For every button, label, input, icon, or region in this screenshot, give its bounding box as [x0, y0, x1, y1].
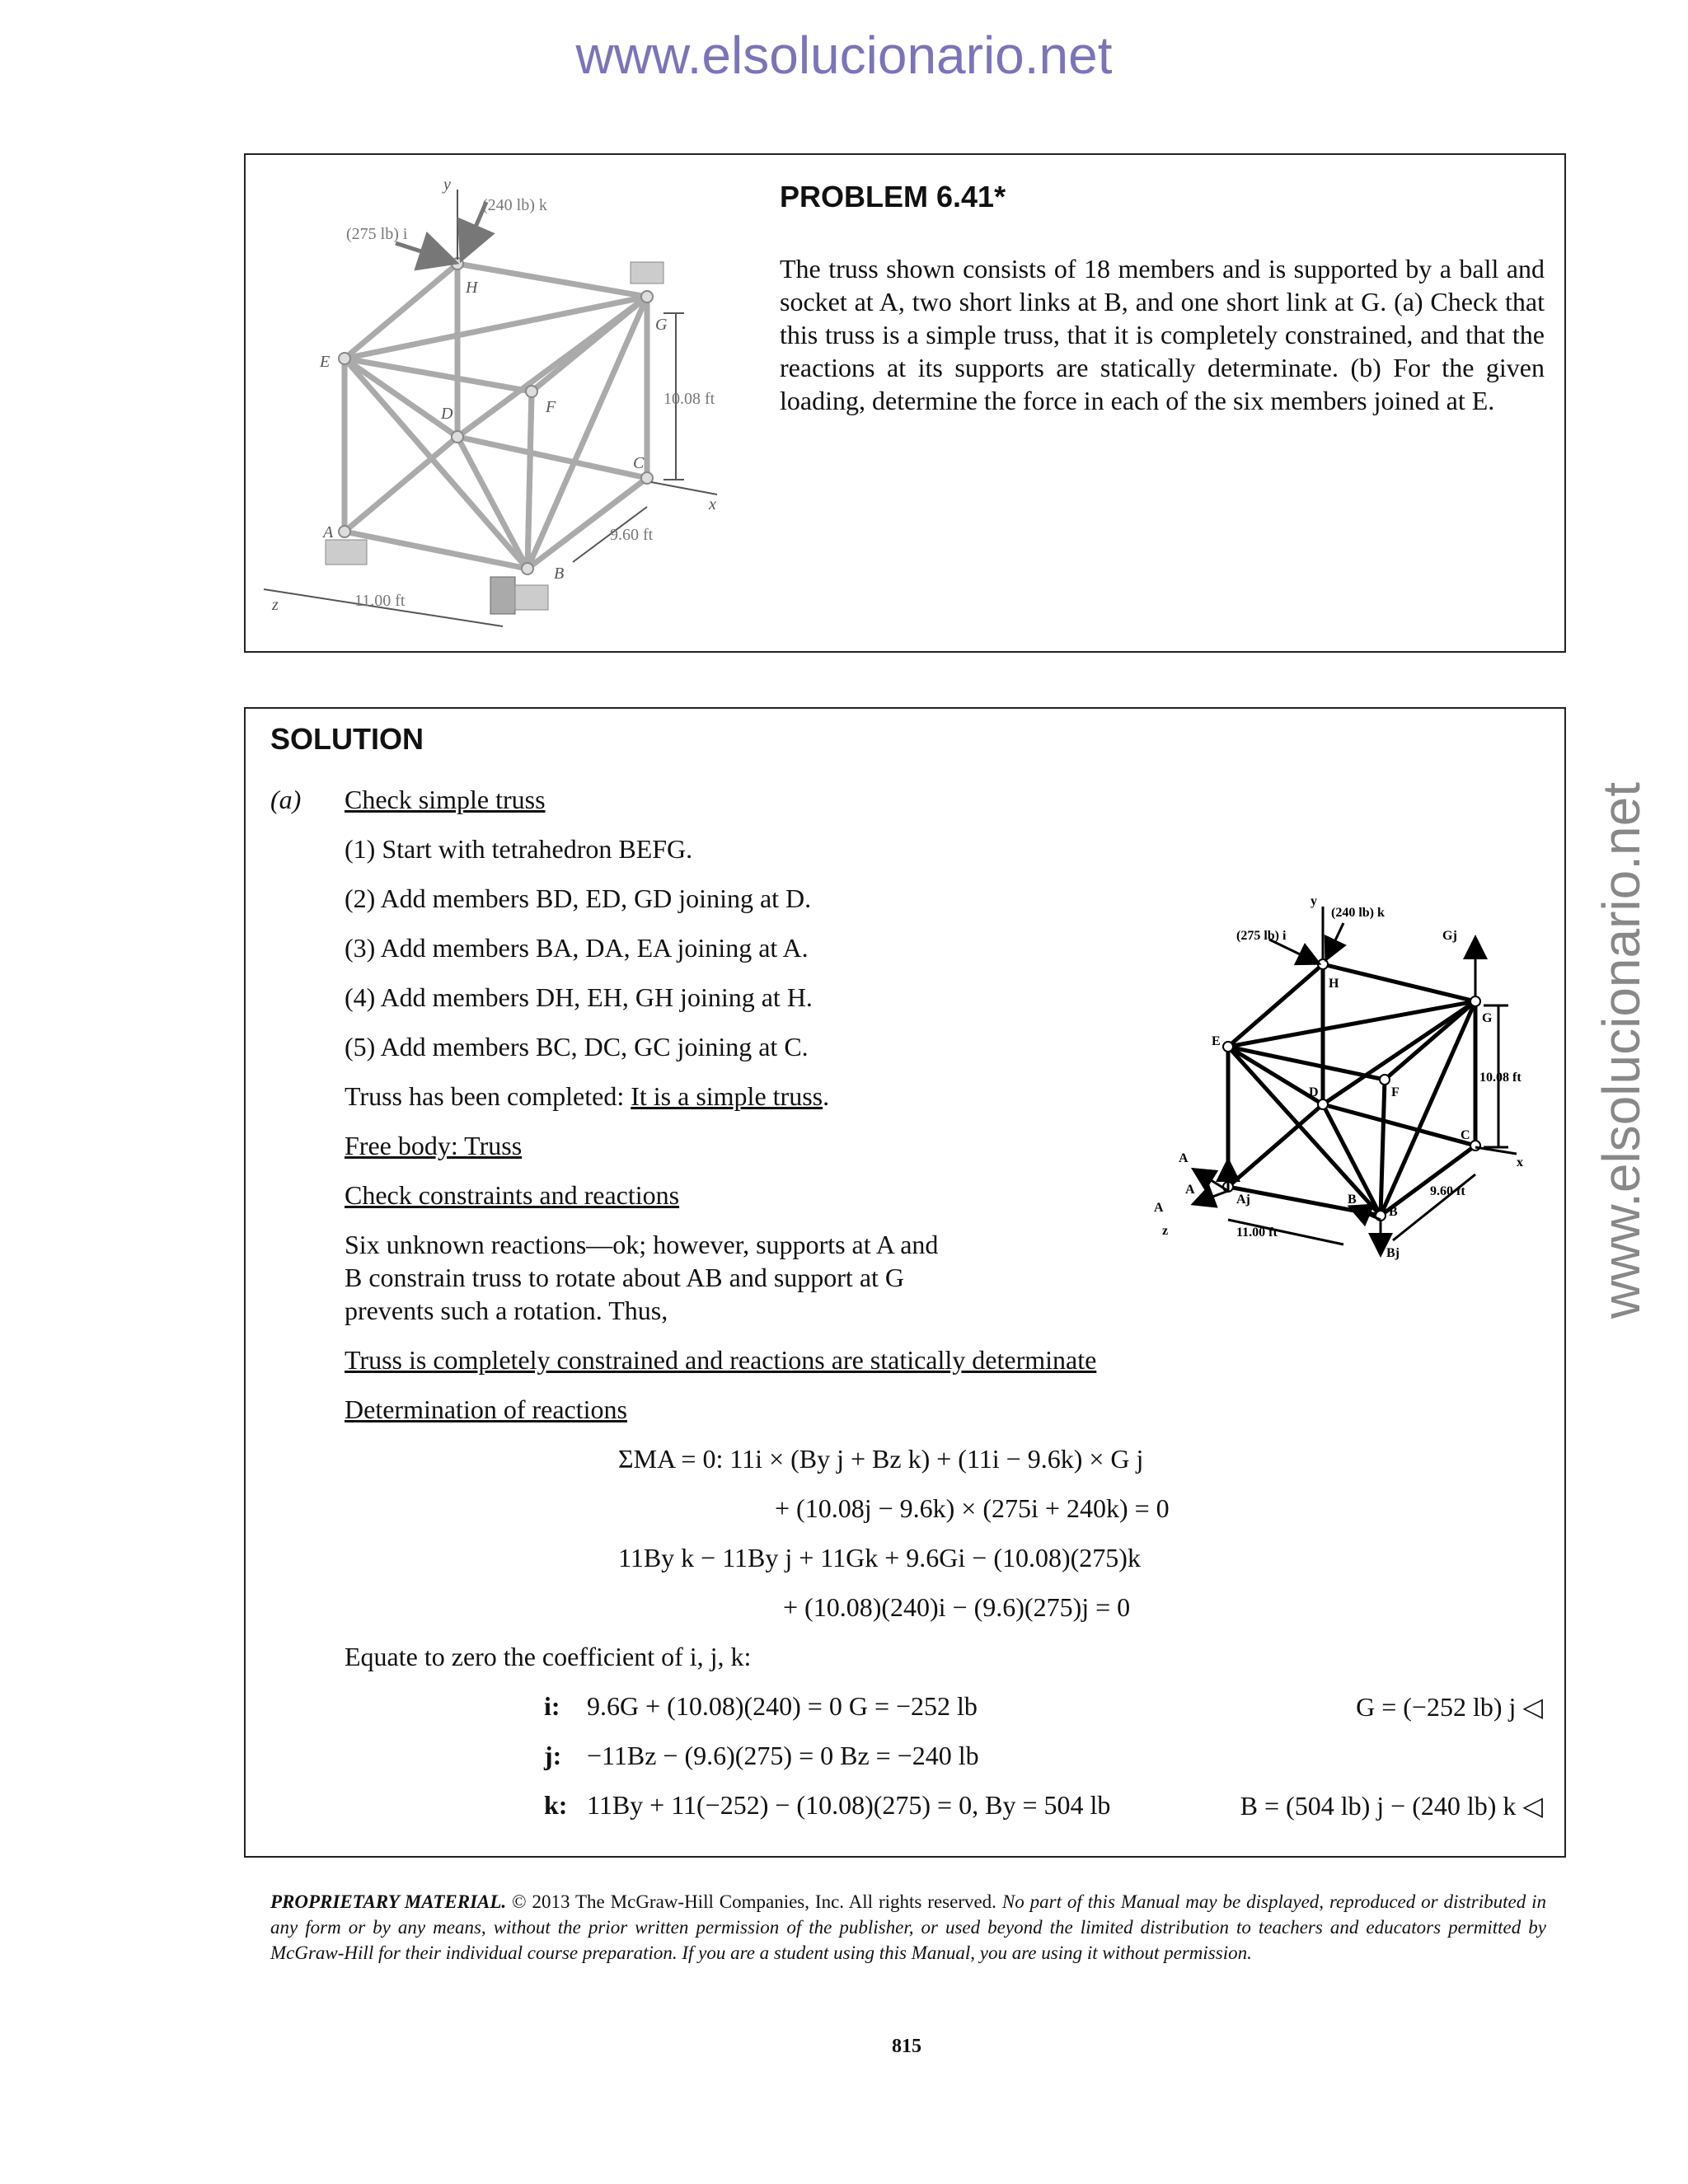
problem-statement: The truss shown consists of 18 members and is supported by a ball and socket at A, two short links at B, and one short link at G. (a) Check that this truss is a simple truss, that it is completely constrained, and that the reactions at its supports are statically determinate. (b) For the given loading, determine the force in each of the six members joined at E. [780, 254, 1545, 415]
watermark-side-text: www.elsolucionario.net [1592, 782, 1651, 1319]
result-j-equation: −11Bz − (9.6)(275) = 0 Bz = −240 lb [587, 1741, 979, 1770]
step-5: (5) Add members BC, DC, GC joining at C. [345, 1032, 809, 1062]
equate-line: Equate to zero the coefficient of i, j, k: [345, 1642, 752, 1671]
check-constraints-heading: Check constraints and reactions [345, 1180, 680, 1210]
fig2-reaction-Ax: A [1185, 1183, 1195, 1197]
fig1-dim-width: 11.00 ft [354, 592, 406, 610]
result-i-label: i: [544, 1691, 560, 1721]
fig2-dim-depth: 9.60 ft [1430, 1184, 1465, 1198]
result-k-answer: B = (504 lb) j − (240 lb) k ◁ [1240, 1791, 1543, 1821]
problem-title: PROBLEM 6.41* [780, 180, 1006, 213]
fig2-joint-G: G [1482, 1011, 1493, 1025]
six-unknown-line-2: B constrain truss to rotate about AB and support at G [345, 1263, 905, 1292]
determination-heading: Determination of reactions [345, 1394, 627, 1424]
watermark-top: www.elsolucionario.net [575, 26, 1113, 85]
result-i-answer: G = (−252 lb) j ◁ [1356, 1692, 1543, 1722]
result-i-equation: 9.6G + (10.08)(240) = 0 G = −252 lb [587, 1691, 978, 1721]
fig2-joint-A: A [1179, 1151, 1189, 1165]
fig2-x-axis-label: x [1517, 1155, 1523, 1169]
fig1-joint-G: G [655, 316, 668, 334]
fig1-joint-B: B [554, 565, 565, 583]
fig1-joint-F: F [546, 398, 556, 416]
step-3: (3) Add members BA, DA, EA joining at A. [345, 933, 809, 963]
step-4: (4) Add members DH, EH, GH joining at H. [345, 982, 813, 1012]
copyright-footer [270, 1889, 1546, 1966]
conclusion-line: Truss is completely constrained and reactions are statically determinate [345, 1345, 1097, 1375]
result-j-label: j: [544, 1741, 562, 1770]
equation-moment-4: + (10.08)(240)i − (9.6)(275)j = 0 [783, 1592, 1131, 1622]
fig1-dim-depth: 9.60 ft [610, 526, 654, 544]
fig1-dim-height: 10.08 ft [663, 390, 715, 408]
fig1-z-axis-label: z [272, 596, 279, 614]
fig2-z-axis-label: z [1162, 1224, 1169, 1238]
fig2-reaction-Ay: Aj [1236, 1193, 1250, 1207]
fig2-joint-F: F [1391, 1085, 1400, 1099]
problem-truss-figure [256, 165, 750, 635]
fig1-y-axis-label: y [443, 176, 451, 194]
fig1-load-k: (240 lb) k [482, 196, 547, 214]
fig2-joint-D: D [1309, 1085, 1319, 1099]
fig1-joint-H: H [466, 279, 478, 297]
fig2-reaction-By: Bj [1386, 1246, 1400, 1260]
fig2-dim-height: 10.08 ft [1479, 1071, 1522, 1085]
fig2-joint-C: C [1461, 1128, 1470, 1142]
completed-underlined: It is a simple truss [631, 1081, 823, 1111]
six-unknown-line-3: prevents such a rotation. Thus, [345, 1296, 668, 1325]
fig1-load-i: (275 lb) i [346, 225, 408, 243]
fig1-joint-A: A [323, 523, 334, 541]
step-2: (2) Add members BD, ED, GD joining at D. [345, 883, 812, 913]
part-label: (a) [270, 785, 302, 814]
six-unknown-line-1: Six unknown reactions—ok; however, supports at A and [345, 1230, 939, 1259]
fig2-reaction-Az: A [1154, 1201, 1164, 1215]
solution-title: SOLUTION [270, 722, 424, 756]
free-body-figure [1146, 890, 1525, 1277]
fig2-load-i: (275 lb) i [1236, 929, 1287, 943]
result-k-label: k: [544, 1790, 568, 1820]
fig2-joint-H: H [1329, 977, 1339, 991]
fig2-dim-width: 11.00 ft [1236, 1226, 1278, 1240]
fig1-joint-E: E [320, 353, 331, 371]
fig2-y-axis-label: y [1311, 894, 1317, 908]
step-1: (1) Start with tetrahedron BEFG. [345, 834, 693, 864]
footer-proprietary: PROPRIETARY MATERIAL. [270, 1891, 507, 1912]
completed-line: Truss has been completed: It is a simple truss. [345, 1081, 830, 1111]
footer-notice: No part of this Manual may be displayed, reproduced or distributed in any form or by any means, without the prior written permission of the publisher, or used beyond the limited distribution to teachers and educators permitted by McGraw-Hill for their individual course preparation. If you are a student using this Manual, you are using it without permission. [270, 1891, 1547, 1963]
equation-moment-3: 11By k − 11By j + 11Gk + 9.6Gi − (10.08)(275)k [618, 1543, 1141, 1572]
free-body-heading: Free body: Truss [345, 1131, 523, 1160]
equation-moment-2: + (10.08j − 9.6k) × (275i + 240k) = 0 [775, 1493, 1170, 1523]
fig1-x-axis-label: x [709, 495, 716, 513]
fig1-joint-C: C [633, 454, 645, 472]
completed-prefix: Truss has been completed: [345, 1081, 631, 1111]
fig2-joint-E: E [1212, 1034, 1221, 1048]
page-number: 815 [892, 2036, 921, 2057]
fig2-reaction-G: Gj [1442, 929, 1457, 943]
equation-moment-1: ΣMA = 0: 11i × (By j + Bz k) + (11i − 9.6k) × G j [618, 1444, 1144, 1474]
check-simple-truss: Check simple truss [345, 785, 546, 814]
result-k-equation: 11By + 11(−252) − (10.08)(275) = 0, By = 504 lb [587, 1790, 1111, 1820]
footer-copyright: © 2013 The McGraw-Hill Companies, Inc. All rights reserved. [512, 1891, 996, 1912]
fig1-joint-D: D [441, 405, 453, 423]
fig2-load-k: (240 lb) k [1331, 906, 1385, 920]
fig2-joint-B: B [1389, 1205, 1398, 1219]
fig2-reaction-Bz: B [1348, 1193, 1357, 1207]
